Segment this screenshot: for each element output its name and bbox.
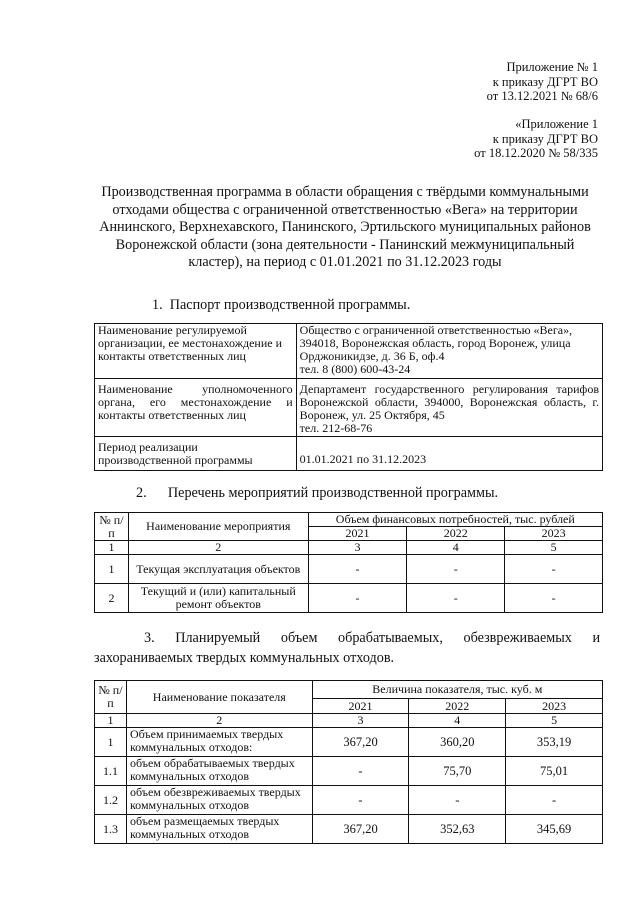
row-value: - xyxy=(312,757,409,786)
passport-value-text: Департамент государственного регулирования тарифов Воронежской области, 394000, Воронежская область, г. Воронеж, ул. 25 Октября, 45 xyxy=(299,382,599,422)
header-line: к приказу ДГРТ ВО xyxy=(492,131,598,146)
passport-phone: тел. 8 (800) 600-43-24 xyxy=(299,362,411,376)
table-row xyxy=(95,728,603,757)
row-name: объем обрабатываемых твердых коммунальных отходов xyxy=(126,757,312,786)
section-number: 1. xyxy=(152,297,163,313)
row-num: 1.2 xyxy=(95,786,127,815)
header-line: от 13.12.2021 № 68/6 xyxy=(486,89,598,103)
col-header-num: № п/п xyxy=(95,681,127,714)
col-header-year: 2022 xyxy=(409,699,506,714)
document-title: Производственная программа в области обращения с твёрдыми коммунальными отходами общества с ограниченной ответственностью «Вега» на территории Аннинского, Верхнехавского, Панинского, Эртильского муниципальных районов Воронежской области (зона деятельности - Панинский межмуниципальный кластер), на период с 01.01.2021 по 31.12.2023 годы xyxy=(99,184,591,270)
section-title-part: и xyxy=(592,630,601,646)
col-header-name: Наименование показателя xyxy=(126,681,312,714)
header-line: Приложение № 1 xyxy=(506,60,598,74)
table-row xyxy=(95,324,603,379)
section3-heading-line2: захораниваемых твердых коммунальных отходов. xyxy=(94,650,395,666)
passport-value: 01.01.2021 по 31.12.2023 xyxy=(296,437,602,471)
header-line: «Приложение 1 xyxy=(515,117,598,131)
col-header-name: Наименование мероприятия xyxy=(128,513,308,541)
row-name: Объем принимаемых твердых коммунальных отходов: xyxy=(126,728,312,757)
row-value: - xyxy=(409,786,506,815)
row-value: 367,20 xyxy=(312,728,409,757)
row-value: - xyxy=(505,584,603,613)
row-value: 75,01 xyxy=(506,757,603,786)
row-num: 1.3 xyxy=(95,815,127,844)
col-header-group: Объем финансовых потребностей, тыс. рублей xyxy=(308,513,602,527)
section-number: 2. xyxy=(136,485,147,501)
table-row xyxy=(95,815,603,844)
passport-value-text: Общество с ограниченной ответственностью «Вега», 394018, Воронежская область, город Воронеж, улица Орджоникидзе, д. 36 Б, оф.4 xyxy=(299,323,573,363)
activities-table xyxy=(94,512,603,613)
index-cell: 1 xyxy=(95,541,129,555)
row-name: Текущий и (или) капитальный ремонт объектов xyxy=(128,584,308,613)
table-index-row xyxy=(95,541,603,555)
col-header-group: Величина показателя, тыс. куб. м xyxy=(312,681,602,699)
table-row xyxy=(95,379,603,437)
appendix-header-current xyxy=(487,60,598,104)
row-value: - xyxy=(308,584,407,613)
row-value: 345,69 xyxy=(506,815,603,844)
table-header-row xyxy=(95,681,603,699)
row-name: объем размещаемых твердых коммунальных отходов xyxy=(126,815,312,844)
row-value: 353,19 xyxy=(506,728,603,757)
index-cell: 1 xyxy=(95,714,127,728)
index-cell: 3 xyxy=(312,714,409,728)
row-value: - xyxy=(308,555,407,584)
table-row xyxy=(95,555,603,584)
index-cell: 4 xyxy=(409,714,506,728)
index-cell: 3 xyxy=(308,541,407,555)
row-value: 352,63 xyxy=(409,815,506,844)
table-row xyxy=(95,437,603,471)
passport-value xyxy=(296,379,602,437)
row-value: - xyxy=(407,555,505,584)
row-value: - xyxy=(506,786,603,815)
row-value: - xyxy=(505,555,603,584)
row-value: - xyxy=(407,584,505,613)
section1-heading xyxy=(152,297,410,314)
index-cell: 5 xyxy=(505,541,603,555)
section-title-part: объем xyxy=(280,630,318,646)
row-value: 360,20 xyxy=(409,728,506,757)
appendix-header-previous xyxy=(474,117,598,161)
row-num: 1 xyxy=(95,555,129,584)
header-line: от 18.12.2020 № 58/335 xyxy=(474,146,598,160)
table-row xyxy=(95,786,603,815)
passport-table xyxy=(94,323,603,471)
waste-volume-table xyxy=(94,680,603,844)
col-header-year: 2023 xyxy=(505,527,603,541)
passport-label: Наименование регулируемой организации, ее местонахождение и контакты ответственных лиц xyxy=(95,324,297,379)
passport-label: Наименование уполномоченного органа, его местонахождение и контакты ответственных лиц xyxy=(95,379,297,437)
row-num: 1.1 xyxy=(95,757,127,786)
section-title: Паспорт производственной программы. xyxy=(169,297,411,313)
row-name: Текущая эксплуатация объектов xyxy=(128,555,308,584)
index-cell: 4 xyxy=(407,541,505,555)
section-number: 3. xyxy=(144,630,155,646)
table-index-row xyxy=(95,714,603,728)
passport-phone: тел. 212-68-76 xyxy=(299,421,373,435)
row-name: объем обезвреживаемых твердых коммунальных отходов xyxy=(126,786,312,815)
col-header-year: 2022 xyxy=(407,527,505,541)
col-header-year: 2021 xyxy=(308,527,407,541)
index-cell: 2 xyxy=(126,714,312,728)
row-value: 367,20 xyxy=(312,815,409,844)
row-value: 75,70 xyxy=(409,757,506,786)
index-cell: 5 xyxy=(506,714,603,728)
section-title-part: обрабатываемых, xyxy=(338,630,443,646)
table-row xyxy=(95,757,603,786)
row-num: 2 xyxy=(95,584,129,613)
col-header-num: № п/п xyxy=(95,513,129,541)
row-num: 1 xyxy=(95,728,127,757)
col-header-year: 2021 xyxy=(312,699,409,714)
passport-value xyxy=(296,324,602,379)
section-title: Перечень мероприятий производственной программы. xyxy=(167,485,499,501)
index-cell: 2 xyxy=(128,541,308,555)
section2-heading xyxy=(136,485,498,502)
passport-label: Период реализации производственной программы xyxy=(95,437,297,471)
row-value: - xyxy=(312,786,409,815)
section3-heading-line1 xyxy=(144,630,600,647)
table-row xyxy=(95,584,603,613)
col-header-year: 2023 xyxy=(506,699,603,714)
header-line: к приказу ДГРТ ВО xyxy=(492,74,598,89)
table-header-row xyxy=(95,513,603,527)
section-title-part: обезвреживаемых xyxy=(463,630,572,646)
section-title-part: Планируемый xyxy=(175,630,261,646)
